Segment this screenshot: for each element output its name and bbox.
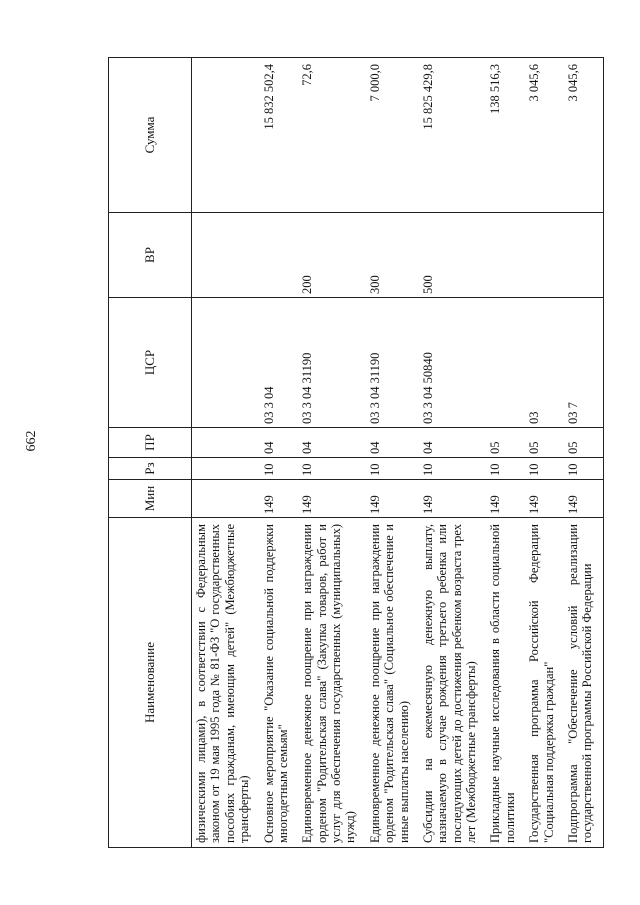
- cell-min: 149: [419, 480, 487, 518]
- cell-pr: 05: [564, 428, 603, 458]
- cell-name: Субсидии на ежемесячную денежную выплату, назначаемую в случае рождения третьего ребенка или последующих детей до достижения ребенком возраста трех лет (Межбюджетные трансферты): [419, 518, 487, 848]
- cell-rz: [192, 458, 260, 480]
- cell-min: 149: [298, 480, 366, 518]
- cell-name: Основное мероприятие "Оказание социальной поддержки многодетным семьям": [260, 518, 299, 848]
- cell-pr: 05: [525, 428, 564, 458]
- cell-csr: 03: [525, 298, 564, 428]
- cell-sum: 3 045,6: [564, 58, 603, 213]
- cell-rz: 10: [366, 458, 419, 480]
- cell-name: Прикладные научные исследования в области социальной политики: [486, 518, 525, 848]
- cell-name: Подпрограмма "Обеспечение условий реализации государственной программы Российской Федерации: [564, 518, 603, 848]
- cell-name: Государственная программа Российской Федерации "Социальная поддержка граждан": [525, 518, 564, 848]
- cell-min: 149: [366, 480, 419, 518]
- cell-vr: 200: [298, 213, 366, 298]
- cell-vr: 300: [366, 213, 419, 298]
- cell-min: 149: [525, 480, 564, 518]
- cell-sum: 72,6: [298, 58, 366, 213]
- table-row: [564, 58, 603, 848]
- header-row: [109, 58, 192, 848]
- table-row: [525, 58, 564, 848]
- cell-pr: 04: [298, 428, 366, 458]
- cell-csr: 03 3 04: [260, 298, 299, 428]
- cell-rz: 10: [298, 458, 366, 480]
- cell-rz: 10: [260, 458, 299, 480]
- table-row: [419, 58, 487, 848]
- budget-table: [108, 57, 604, 848]
- cell-min: 149: [486, 480, 525, 518]
- cell-sum: 3 045,6: [525, 58, 564, 213]
- cell-vr: [525, 213, 564, 298]
- cell-csr: 03 3 04 31190: [366, 298, 419, 428]
- table-row: [260, 58, 299, 848]
- cell-csr: 03 3 04 31190: [298, 298, 366, 428]
- header-vr: ВР: [109, 213, 192, 298]
- table-row: [192, 58, 260, 848]
- cell-vr: [486, 213, 525, 298]
- table-row: [298, 58, 366, 848]
- page-number: 662: [24, 430, 39, 452]
- cell-pr: 04: [260, 428, 299, 458]
- cell-min: 149: [260, 480, 299, 518]
- cell-rz: 10: [419, 458, 487, 480]
- cell-pr: 04: [419, 428, 487, 458]
- cell-sum: [192, 58, 260, 213]
- cell-name: Единовременное денежное поощрение при награждении орденом "Родительская слава" (Закупка товаров, работ и услуг для обеспечения государственных (муниципальных) нужд): [298, 518, 366, 848]
- cell-name: физическими лицами), в соответствии с Федеральным законом от 19 мая 1995 года № 81-ФЗ "О государственных пособиях гражданам, имеющим детей" (Межбюджетные трансферты): [192, 518, 260, 848]
- cell-rz: 10: [564, 458, 603, 480]
- cell-sum: 138 516,3: [486, 58, 525, 213]
- cell-pr: [192, 428, 260, 458]
- table-row: [366, 58, 419, 848]
- cell-pr: 04: [366, 428, 419, 458]
- cell-sum: 15 832 502,4: [260, 58, 299, 213]
- header-csr: ЦСР: [109, 298, 192, 428]
- cell-csr: [486, 298, 525, 428]
- cell-min: 149: [564, 480, 603, 518]
- cell-vr: [192, 213, 260, 298]
- cell-sum: 15 825 429,8: [419, 58, 487, 213]
- cell-csr: [192, 298, 260, 428]
- cell-sum: 7 000,0: [366, 58, 419, 213]
- cell-csr: 03 7: [564, 298, 603, 428]
- header-sum: Сумма: [109, 58, 192, 213]
- cell-vr: [564, 213, 603, 298]
- cell-vr: 500: [419, 213, 487, 298]
- header-name: Наименование: [109, 518, 192, 848]
- header-min: Мин: [109, 480, 192, 518]
- cell-name: Единовременное денежное поощрение при награждении орденом "Родительская слава" (Социальное обеспечение и иные выплаты населению): [366, 518, 419, 848]
- cell-rz: 10: [525, 458, 564, 480]
- header-rz: Рз: [109, 458, 192, 480]
- cell-pr: 05: [486, 428, 525, 458]
- header-pr: ПР: [109, 428, 192, 458]
- cell-vr: [260, 213, 299, 298]
- cell-min: [192, 480, 260, 518]
- rotated-page: [108, 58, 624, 848]
- cell-rz: 10: [486, 458, 525, 480]
- cell-csr: 03 3 04 50840: [419, 298, 487, 428]
- table-row: [486, 58, 525, 848]
